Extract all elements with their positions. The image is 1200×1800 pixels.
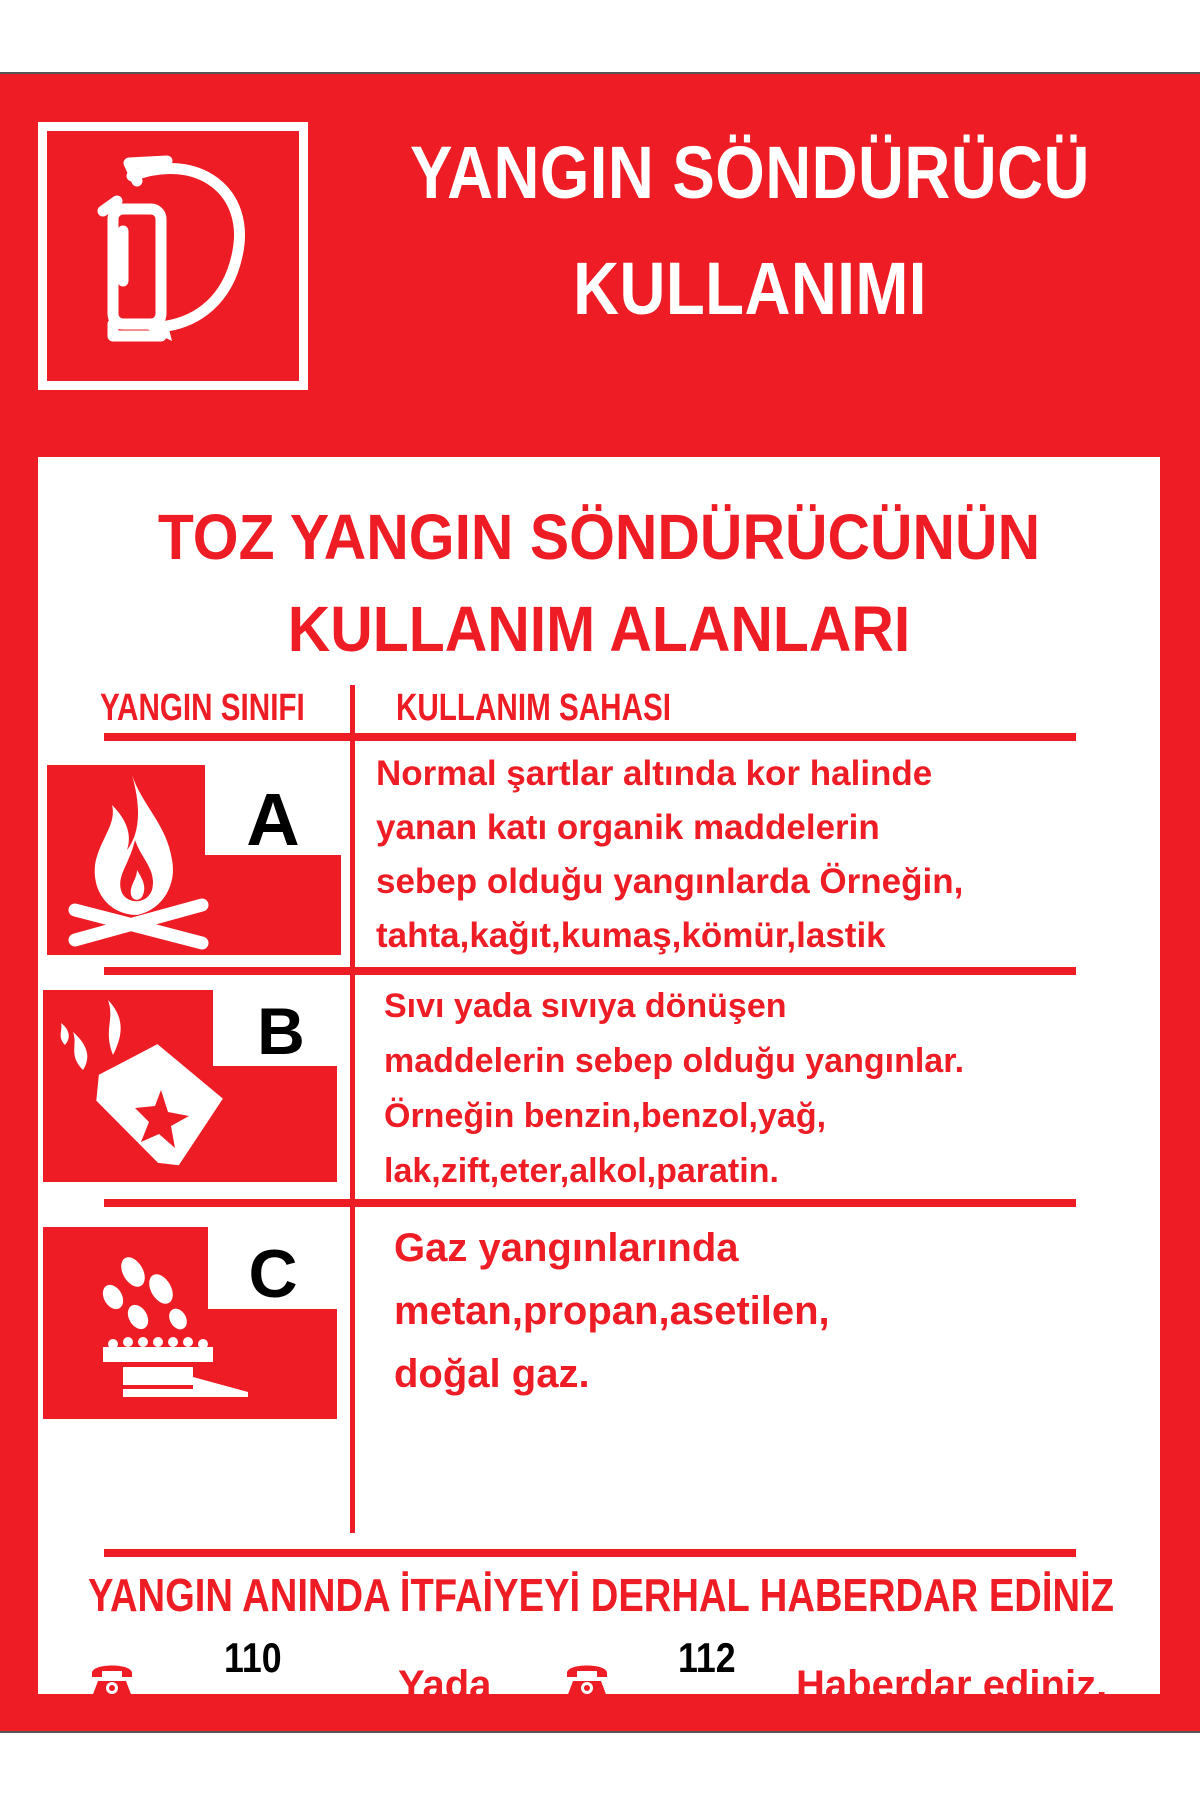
class-b-letter: B — [257, 994, 305, 1068]
description-line: metan,propan,asetilen, — [394, 1289, 830, 1333]
column-divider — [350, 685, 355, 1533]
column-header-class: YANGIN SINIFI — [100, 687, 305, 729]
emergency-number-fire: 110 — [224, 1634, 282, 1681]
telephone-icon — [88, 1659, 136, 1699]
class-a-letter: A — [246, 778, 300, 861]
table-divider — [104, 1199, 1076, 1207]
description-line: Gaz yangınlarında — [394, 1226, 739, 1270]
class-a-description — [376, 747, 963, 963]
description-line: maddelerin sebep olduğu yangınlar. — [384, 1042, 965, 1080]
class-b-description — [384, 979, 964, 1199]
emergency-number-general: 112 — [678, 1634, 736, 1681]
fire-warning-text: YANGIN ANINDA İTFAİYEYİ DERHAL HABERDAR EDİNİZ — [88, 1569, 1114, 1621]
main-title-line-2: KULLANIMI — [573, 247, 927, 330]
fire-extinguisher-icon-box — [38, 122, 308, 390]
fire-extinguisher-sign — [0, 72, 1200, 1733]
description-line: yanan katı organik maddelerin — [376, 808, 880, 847]
telephone-icon — [563, 1659, 611, 1699]
description-line: Örneğin benzin,benzol,yağ, — [384, 1097, 827, 1135]
subtitle-line-1: TOZ YANGIN SÖNDÜRÜCÜNÜN — [157, 501, 1041, 573]
description-line: lak,zift,eter,alkol,paratin. — [384, 1152, 779, 1190]
class-c-letter: C — [248, 1236, 298, 1312]
phone-closing-text: Haberdar ediniz. — [796, 1663, 1108, 1707]
class-c-description — [394, 1217, 830, 1406]
usage-panel — [38, 457, 1160, 1708]
phone-dots-1: .................. — [150, 1667, 349, 1708]
description-line: Normal şartlar altında kor halinde — [376, 754, 933, 793]
phone-connector-text: Yada — [398, 1663, 492, 1707]
main-title-line-1: YANGIN SÖNDÜRÜCÜ — [410, 131, 1090, 214]
column-header-usage: KULLANIM SAHASI — [396, 687, 671, 729]
table-divider — [104, 733, 1076, 741]
class-a-pictogram — [47, 765, 341, 955]
table-divider — [104, 1549, 1076, 1557]
description-line: sebep olduğu yangınlarda Örneğin, — [376, 862, 964, 901]
class-c-pictogram — [43, 1227, 337, 1419]
description-line: Sıvı yada sıvıya dönüşen — [384, 987, 787, 1025]
emergency-numbers-row — [38, 1634, 1160, 1708]
description-line: tahta,kağıt,kumaş,kömür,lastik — [376, 916, 886, 955]
fire-extinguisher-icon — [47, 131, 299, 381]
description-line: doğal gaz. — [394, 1352, 590, 1396]
phone-dots-2: ............. — [622, 1667, 766, 1708]
subtitle-line-2: KULLANIM ALANLARI — [287, 593, 911, 665]
table-divider — [104, 967, 1076, 975]
class-b-pictogram — [43, 990, 337, 1182]
